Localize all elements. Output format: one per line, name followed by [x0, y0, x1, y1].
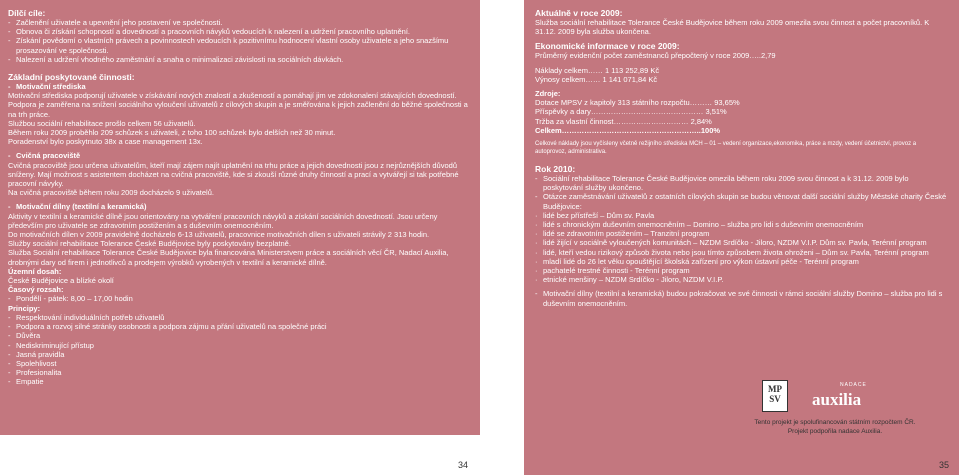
- rok-sub-item: · lidé se zdravotním postižením – Tranzitní program: [535, 229, 947, 238]
- zdroje-item: Příspěvky a dary……………………………………… 3,51%: [535, 107, 727, 117]
- casovy-text: - Pondělí - pátek: 8,00 – 17,00 hodin: [8, 294, 470, 303]
- principy-item: - Důvěra: [8, 331, 470, 340]
- left-content-panel: [0, 0, 480, 435]
- principy-item: - Empatie: [8, 377, 470, 386]
- rok-last: - Motivační dílny (textilní a keramická) budou pokračovat ve své činnosti v rámci sociální služby Domino – služba pro lidi s duševním onemocněním.: [535, 289, 947, 307]
- cost-note: Celkové náklady jsou vyčísleny včetně režijního střediska MCH – 01 – vedení organizace,ekonomika, práce a mzdy, vedení účetnictví, provoz a autoprovoz, administrativa.: [535, 141, 917, 156]
- cvicna-stats: Na cvičná pracoviště během roku 2009 docházelo 9 uživatelů.: [8, 188, 214, 198]
- ciele-item: - Obnova či získání schopností a dovedností a pracovních návyků vedoucích k nalezení a udržení pracovního uplatnění.: [8, 27, 470, 36]
- mpsv-logo: MP SV: [762, 380, 788, 412]
- uzemni-heading: Územní dosah:: [8, 266, 62, 276]
- strediska-stats: Poradenství bylo poskytnuto 38x a case management 13x.: [8, 137, 203, 147]
- rok-sub-item: · etnické menšiny – NZDM Srdíčko - Jiloro, NZDM V.I.P.: [535, 275, 947, 284]
- dilny-text: Aktivity v textilní a keramické dílně jsou orientovány na vytváření pracovních návyků a získání sociálních dovedností. Jsou určeny především pro uživatele se zdravotním postižením a s duševním onemocněním.: [8, 211, 438, 230]
- rok-list: [535, 174, 947, 211]
- casovy-heading: Časový rozsah:: [8, 285, 64, 295]
- rok-sub-item: · lidé žijící v sociálně vyloučených komunitách – NZDM Srdíčko - Jiloro, NZDM V.I.P. Dům sv. Pavla, Terénní program: [535, 238, 947, 247]
- rok-sub-item: · lidé s chronickým duševním onemocněním – Domino – služba pro lidi s duševním onemocněním: [535, 220, 947, 229]
- principy-list: [8, 313, 470, 387]
- footer-line: Tento projekt je spolufinancován státním rozpočtem ČR.: [754, 419, 916, 426]
- motivacni-strediska-text: Motivační střediska podporují uživatele v získávání nových znalostí a zkušeností a pomáhají jim ve zdokonalení stávajících dovedností. Podpora je zaměřena na snížení sociálního vyloučení uživatelů z cílových skupin a je směřována k jejich začlenění do běžné společnosti a na trh práce.: [8, 91, 468, 119]
- logos: [762, 380, 942, 420]
- ciele-item: - Nalezení a udržení vhodného zaměstnání a snaha o minimalizaci závislosti na sociálních dávkách.: [8, 55, 470, 64]
- nadace-label: NADACE: [840, 382, 867, 388]
- dilny-financing: Služba Sociální rehabilitace Tolerance České Budějovice byla financována Ministerstvem práce a sociálních věcí ČR, Nadací Auxilia, drobnými dary od firem i jednotlivců a prodejem výrobků vyrobených v textilní a keramické dílně.: [8, 248, 449, 267]
- cinnosti-heading: Základní poskytované činnosti:: [8, 72, 135, 83]
- page-number-left: 34: [458, 460, 469, 470]
- naklady: Náklady celkem…… 1 113 252,89 Kč: [535, 65, 660, 75]
- left-column: [8, 8, 470, 387]
- strediska-stats: Službou sociální rehabilitace prošlo celkem 56 uživatelů.: [8, 118, 196, 128]
- page-number-right: 35: [939, 460, 950, 470]
- principy-item: - Nediskriminující přístup: [8, 341, 470, 350]
- rok-sub-list: [535, 211, 947, 285]
- ciele-item: - Začlenění uživatele a upevnění jeho postavení ve společnosti.: [8, 18, 470, 27]
- zdroje-item: Dotace MPSV z kapitoly 313 státního rozpočtu……… 93,65%: [535, 98, 740, 108]
- rok-heading: Rok 2010:: [535, 164, 576, 175]
- footer-line: Projekt podpořila nadace Auxilia.: [787, 428, 883, 435]
- rok-sub-item: · lidé bez přístřeší – Dům sv. Pavla: [535, 211, 947, 220]
- right-column: [535, 8, 947, 308]
- zdroje-total: Celkem………………………………………………..100%: [535, 125, 721, 135]
- vynosy: Výnosy celkem…… 1 141 071,84 Kč: [535, 74, 658, 84]
- auxilia-logo: auxilia: [812, 390, 862, 409]
- ekonomicke-heading: Ekonomické informace v roce 2009:: [535, 41, 680, 52]
- aktualne-heading: Aktuálně v roce 2009:: [535, 8, 623, 18]
- aktualne-text: Služba sociální rehabilitace Tolerance České Budějovice během roku 2009 omezila svou činnost a počet pracovníků. K 31.12. 2009 byla služba ukončena.: [535, 18, 930, 37]
- ekonomicke-text: Průměrný evidenční počet zaměstnanců přepočtený v roce 2009…..2,79: [535, 51, 776, 61]
- rok-item: - Sociální rehabilitace Tolerance České Budějovice omezila během roku 2009 svou činnost a k 31.12. 2009 bylo poskytování služby ukončeno.: [535, 174, 947, 192]
- ciele-list: [8, 18, 470, 64]
- footer-note: [730, 418, 940, 436]
- principy-item: - Respektování individuálních potřeb uživatelů: [8, 313, 470, 322]
- dilny-stats: Do motivačních dílen v 2009 pravidelně docházelo 6-13 uživatelů, pracovnice motivačních dílen s uživateli strávily 2 313 hodin.: [8, 230, 430, 240]
- right-page: [480, 0, 959, 475]
- dilny-title: - Motivační dílny (textilní a keramická): [8, 202, 470, 211]
- principy-item: - Jasná pravidla: [8, 350, 470, 359]
- rok-sub-item: · lidé, kteří vedou rizikový způsob života nebo jsou tímto způsobem života ohroženi – Dům sv. Pavla, Terénní program: [535, 248, 947, 257]
- ciele-heading: Dílčí cíle:: [8, 8, 46, 18]
- zdroje-item: Tržba za vlastní činnost………………………… 2,84%: [535, 116, 712, 126]
- ciele-item: - Získání povědomí o vlastních právech a povinnostech vedoucích k pozitivnímu hodnocení vlastní osoby uživatele a jeho snazšímu prosazování ve společnosti.: [8, 36, 470, 54]
- strediska-stats: Během roku 2009 proběhlo 209 schůzek s uživateli, z toho 100 schůzek bylo delších než 30 minut.: [8, 128, 336, 138]
- principy-heading: Principy:: [8, 303, 41, 313]
- principy-item: - Profesionalita: [8, 368, 470, 377]
- cvicna-title: - Cvičná pracoviště: [8, 151, 470, 160]
- zdroje-heading: Zdroje:: [535, 89, 561, 99]
- rok-sub-item: · pachatelé trestné činnosti - Terénní program: [535, 266, 947, 275]
- dilny-provided: Služby sociální rehabilitace Tolerance České Budějovice byly poskytovány bezplatně.: [8, 239, 291, 249]
- uzemni-text: České Budějovice a blízké okolí: [8, 276, 114, 286]
- rok-item: - Otázce zaměstnávání uživatelů z ostatních cílových skupin se budou věnovat další sociální služby Městské charity České Budějovice:: [535, 192, 947, 210]
- principy-item: - Spolehlivost: [8, 359, 470, 368]
- cvicna-text: Cvičná pracoviště jsou určena uživatelům, kteří mají zájem najít uplatnění na trhu práce a jejich dovednosti jsou z nejrůznějších důvodů sníženy. Mají možnost s asistentem docházet na cvičná pracoviště, kde si zkouší různé druhy činností a prací a vytvářejí si tak potřebné pracovní návyky.: [8, 160, 459, 189]
- principy-item: - Podpora a rozvoj silné stránky osobnosti a podpora zájmu a přání uživatelů na společné práci: [8, 322, 470, 331]
- rok-sub-item: · mladí lidé do 26 let věku opouštějící školská zařízení pro výkon ústavní péče - Terénní program: [535, 257, 947, 266]
- motivacni-strediska-title: - Motivační střediska: [8, 82, 470, 91]
